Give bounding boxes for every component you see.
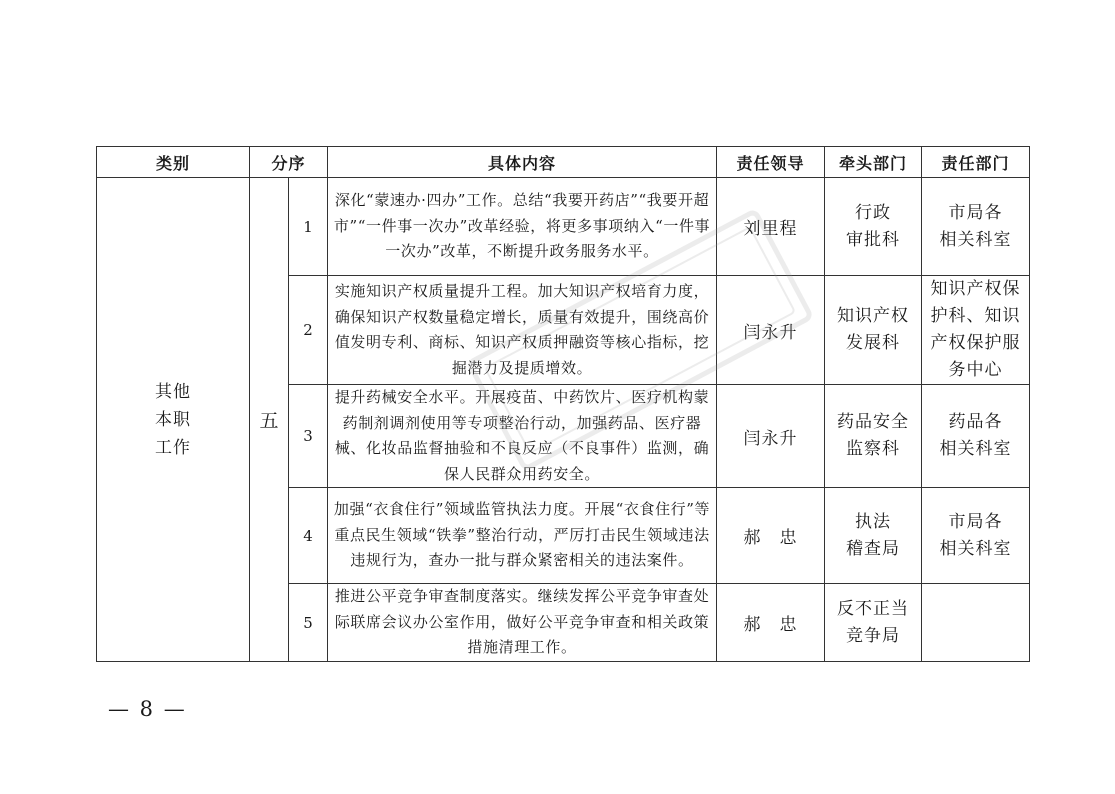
dept-line: 相关科室 — [939, 538, 1012, 559]
header-row — [97, 147, 1030, 178]
row-number: 4 — [289, 488, 328, 584]
dept-line: 监察科 — [846, 439, 901, 459]
row-resp-dept — [922, 276, 1030, 385]
header-leader: 责任领导 — [717, 147, 825, 178]
dept-line: 反不正当 — [837, 598, 910, 619]
header-category: 类别 — [97, 147, 250, 178]
row-leader: 闫永升 — [717, 385, 825, 488]
page-number: — 8 — — [108, 697, 187, 721]
dept-line: 市局各 — [948, 511, 1003, 532]
row-resp-dept — [922, 488, 1030, 584]
category-line: 工作 — [155, 437, 191, 458]
row-lead-dept — [825, 385, 922, 488]
header-lead-dept: 牵头部门 — [825, 147, 922, 178]
header-sub-order: 分序 — [250, 147, 328, 178]
dept-line: 稽查局 — [846, 538, 901, 559]
row-lead-dept — [825, 584, 922, 662]
row-lead-dept — [825, 488, 922, 584]
row-leader: 刘里程 — [717, 178, 825, 276]
dept-line: 相关科室 — [939, 229, 1012, 250]
category-cell — [97, 178, 250, 662]
dept-line: 行政 — [855, 202, 892, 223]
dept-line: 相关科室 — [939, 439, 1012, 459]
row-leader: 闫永升 — [717, 276, 825, 385]
dept-line: 务中心 — [948, 360, 1003, 380]
dept-line: 竞争局 — [846, 625, 901, 646]
dept-line: 知识产权 — [837, 306, 910, 326]
row-number: 5 — [289, 584, 328, 662]
row-lead-dept — [825, 178, 922, 276]
row-lead-dept — [825, 276, 922, 385]
dept-line: 市局各 — [948, 202, 1003, 223]
dept-line: 药品各 — [948, 412, 1003, 432]
row-leader: 郝 忠 — [717, 584, 825, 662]
row-content: 推进公平竞争审查制度落实。继续发挥公平竞争审查处际联席会议办公室作用，做好公平竞争审查和相关政策措施清理工作。 — [328, 584, 717, 662]
dept-line: 发展科 — [846, 333, 901, 353]
dept-line: 知识产权保 — [930, 279, 1021, 299]
row-resp-dept — [922, 385, 1030, 488]
row-leader: 郝 忠 — [717, 488, 825, 584]
row-number: 3 — [289, 385, 328, 488]
header-content: 具体内容 — [328, 147, 717, 178]
row-resp-dept — [922, 178, 1030, 276]
dept-line: 产权保护服 — [930, 333, 1021, 353]
row-content: 深化“蒙速办·四办”工作。总结“我要开药店”“我要开超市”“一件事一次办”改革经验，将更多事项纳入“一件事一次办”改革，不断提升政务服务水平。 — [328, 178, 717, 276]
table-row — [97, 178, 1030, 276]
row-content: 加强“衣食住行”领域监管执法力度。开展“衣食住行”等重点民生领域“铁拳”整治行动，严厉打击民生领域违法违规行为，查办一批与群众紧密相关的违法案件。 — [328, 488, 717, 584]
task-table — [96, 146, 1030, 662]
dept-line: 药品安全 — [837, 412, 910, 432]
header-resp-dept: 责任部门 — [922, 147, 1030, 178]
row-content: 提升药械安全水平。开展疫苗、中药饮片、医疗机构蒙药制剂调剂使用等专项整治行动，加强药品、医疗器械、化妆品监督抽验和不良反应（不良事件）监测，确保人民群众用药安全。 — [328, 385, 717, 488]
dept-line: 审批科 — [846, 229, 901, 250]
row-resp-dept-empty — [922, 584, 1030, 662]
category-line: 本职 — [155, 409, 191, 430]
dept-line: 执法 — [855, 511, 892, 532]
row-content: 实施知识产权质量提升工程。加大知识产权培育力度，确保知识产权数量稳定增长，质量有效提升，围绕高价值发明专利、商标、知识产权质押融资等核心指标，挖掘潜力及提质增效。 — [328, 276, 717, 385]
row-number: 1 — [289, 178, 328, 276]
sub-index-cell: 五 — [250, 178, 289, 662]
row-number: 2 — [289, 276, 328, 385]
dept-line: 护科、知识 — [930, 306, 1021, 326]
category-line: 其他 — [155, 381, 191, 402]
